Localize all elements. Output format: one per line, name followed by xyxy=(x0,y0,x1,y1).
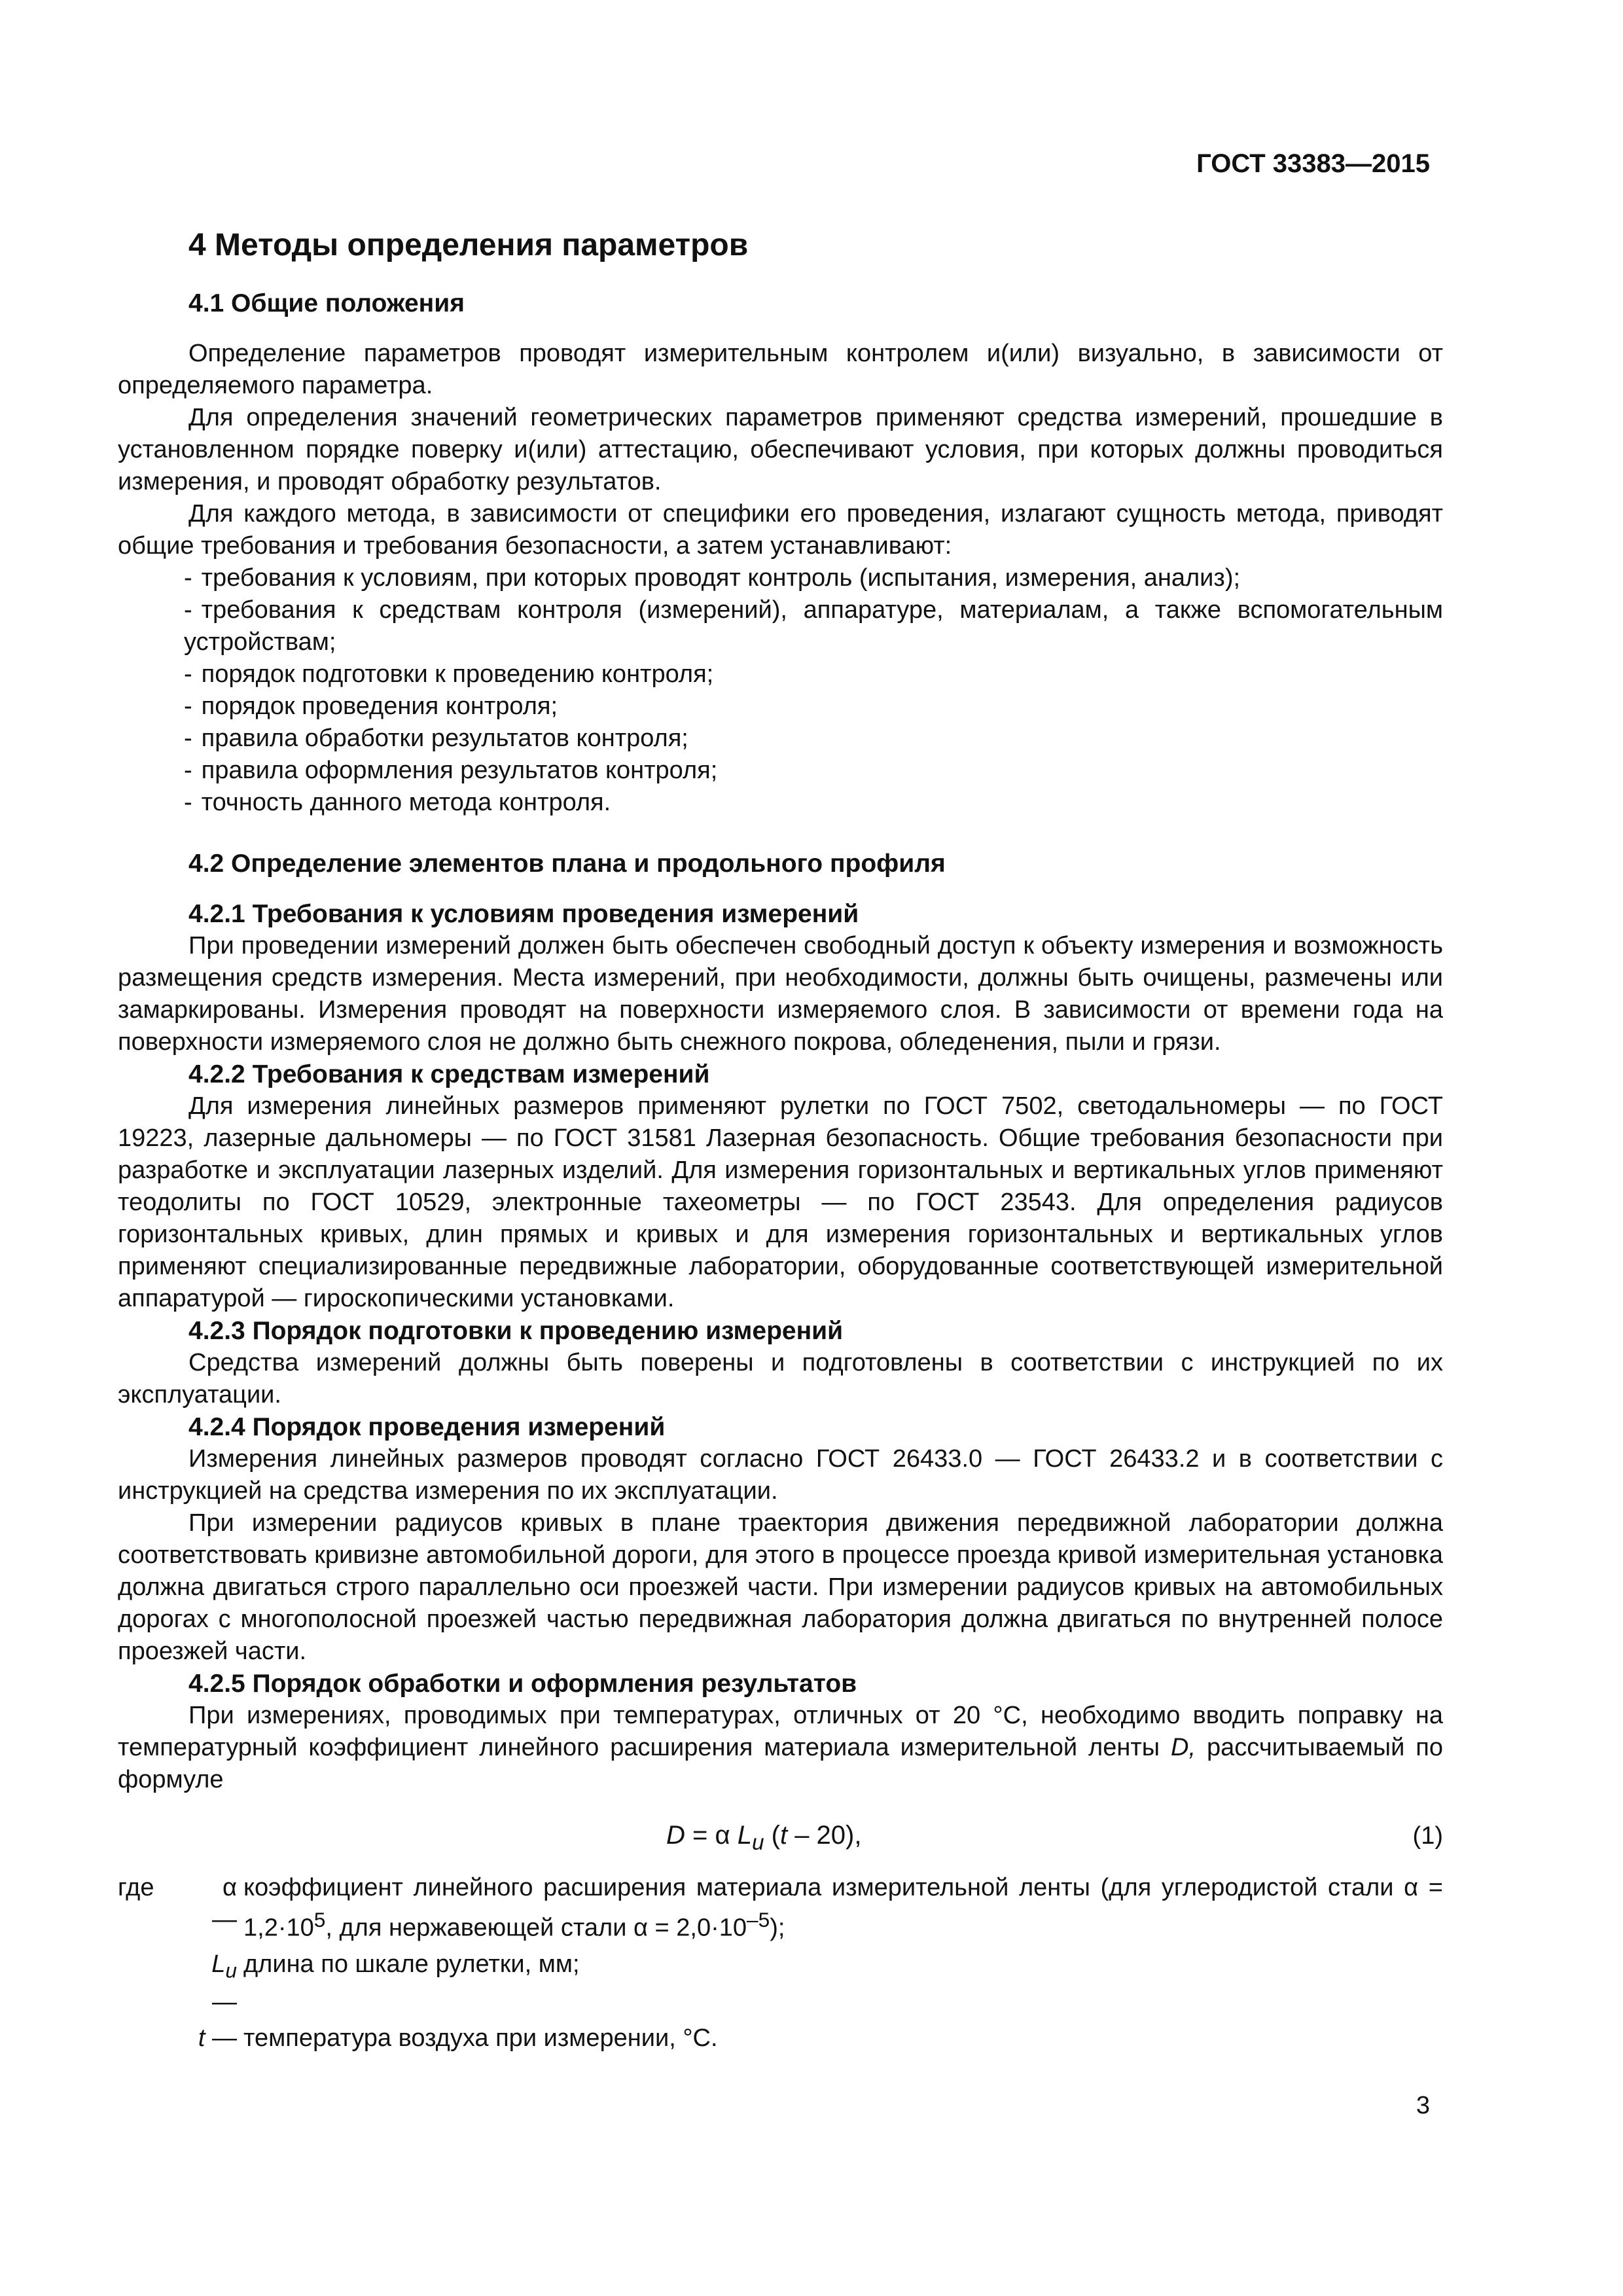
clause-4-2-3-title: 4.2.3 Порядок подготовки к проведению измерений xyxy=(188,1317,844,1345)
paragraph: Для измерения линейных размеров применяют рулетки по ГОСТ 7502, светодальномеры — по ГОСТ 19223, лазерные дальномеры — по ГОСТ 31581 Лазерная безопасность. Общие требования безопасности при разработке и эксплуатации лазерных изделий. Для измерения горизонтальных и вертикальных углов применяют теодолиты по ГОСТ 10529, электронные тахеометры — по ГОСТ 23543. Для определения радиусов горизонтальных кривых, длин прямых и кривых и для измерения горизонтальных и вертикальных углов применяют специализированные передвижные лаборатории, оборудованные соответствующей измерительной аппаратурой — гироскопическими установками. xyxy=(118,1092,1443,1312)
subsection-4-2-title: 4.2 Определение элементов плана и продольного профиля xyxy=(188,850,946,878)
clause-4-2-1-title: 4.2.1 Требования к условиям проведения измерений xyxy=(188,900,859,928)
page-content xyxy=(118,216,1443,2058)
list-item: - точность данного метода контроля. xyxy=(184,789,611,816)
list-item: - требования к средствам контроля (измерений), аппаратуре, материалам, а также вспомогательным устройствам; xyxy=(184,596,1443,656)
requirements-list xyxy=(118,562,1443,819)
paragraph: Измерения линейных размеров проводят согласно ГОСТ 26433.0 — ГОСТ 26433.2 и в соответствии с инструкцией на средства измерения по их эксплуатации. xyxy=(118,1445,1443,1505)
legend-row-lu: $L_u$ — длина по шкале рулетки, мм; xyxy=(211,1950,580,2017)
document-id: ГОСТ 33383—2015 xyxy=(1196,149,1430,178)
page-number: 3 xyxy=(1416,2092,1430,2119)
section-title: 4 Методы определения параметров xyxy=(188,228,749,262)
list-item: - порядок подготовки к проведению контроля; xyxy=(184,660,714,688)
list-item: - требования к условиям, при которых проводят контроль (испытания, измерения, анализ); xyxy=(184,564,1241,592)
formula xyxy=(118,1820,1443,1859)
legend-row-alpha: где α — коэффициент линейного расширения материала измерительной ленты (для углеродистой стали $\alpha = 1,2\cdot 10^5$, для нержавеющей стали $\alpha = 2,0\cdot 10^{-5}$); xyxy=(118,1874,1443,1942)
paragraph: Для каждого метода, в зависимости от специфики его проведения, излагают сущность метода, приводят общие требования и требования безопасности, а затем устанавливают: xyxy=(118,500,1443,560)
clause-4-2-2-title: 4.2.2 Требования к средствам измерений xyxy=(188,1060,710,1088)
paragraph: При измерении радиусов кривых в плане траектория движения передвижной лаборатории должна соответствовать кривизне автомобильной дороги, для этого в процессе проезда кривой измерительная установка должна двигаться строго параллельно оси проезжей части. При измерении радиусов кривых на автомобильных дорогах с многополосной проезжей частью передвижная лаборатория должна двигаться по внутренней полосе проезжей части. xyxy=(118,1509,1443,1665)
list-item: - правила оформления результатов контроля; xyxy=(184,757,718,784)
formula-expression: D = α $L_u$ (t – 20), xyxy=(666,1821,862,1855)
paragraph: Для определения значений геометрических параметров применяют средства измерений, прошедшие в установленном порядке поверку и(или) аттестацию, обеспечивают условия, при которых должны проводиться измерения, и проводят обработку результатов. xyxy=(118,404,1443,495)
subsection-4-1-title: 4.1 Общие положения xyxy=(188,289,465,317)
formula-legend xyxy=(118,1872,1443,2054)
paragraph: При проведении измерений должен быть обеспечен свободный доступ к объекту измерения и возможность размещения средств измерения. Места измерений, при необходимости, должны быть очищены, размечены или замаркированы. Измерения проводят на поверхности измеряемого слоя. В зависимости от времени года на поверхности измеряемого слоя не должно быть снежного покрова, обледенения, пыли и грязи. xyxy=(118,932,1443,1056)
clause-4-2-5-title: 4.2.5 Порядок обработки и оформления результатов xyxy=(188,1670,857,1698)
clause-4-2-4-title: 4.2.4 Порядок проведения измерений xyxy=(188,1413,666,1441)
paragraph: Определение параметров проводят измерительным контролем и(или) визуально, в зависимости от определяемого параметра. xyxy=(118,340,1443,399)
formula-number: (1) xyxy=(1412,1822,1443,1850)
paragraph: Средства измерений должны быть поверены и подготовлены в соответствии с инструкцией по их эксплуатации. xyxy=(118,1349,1443,1408)
paragraph: При измерениях, проводимых при температурах, отличных от 20 °С, необходимо вводить поправку на температурный коэффициент линейного расширения материала измерительной ленты D, рассчитываемый по формуле xyxy=(118,1702,1444,1793)
legend-row-t: t — температура воздуха при измерении, °С. xyxy=(198,2024,718,2053)
list-item: - правила обработки результатов контроля; xyxy=(184,725,688,752)
list-item: - порядок проведения контроля; xyxy=(184,692,558,720)
